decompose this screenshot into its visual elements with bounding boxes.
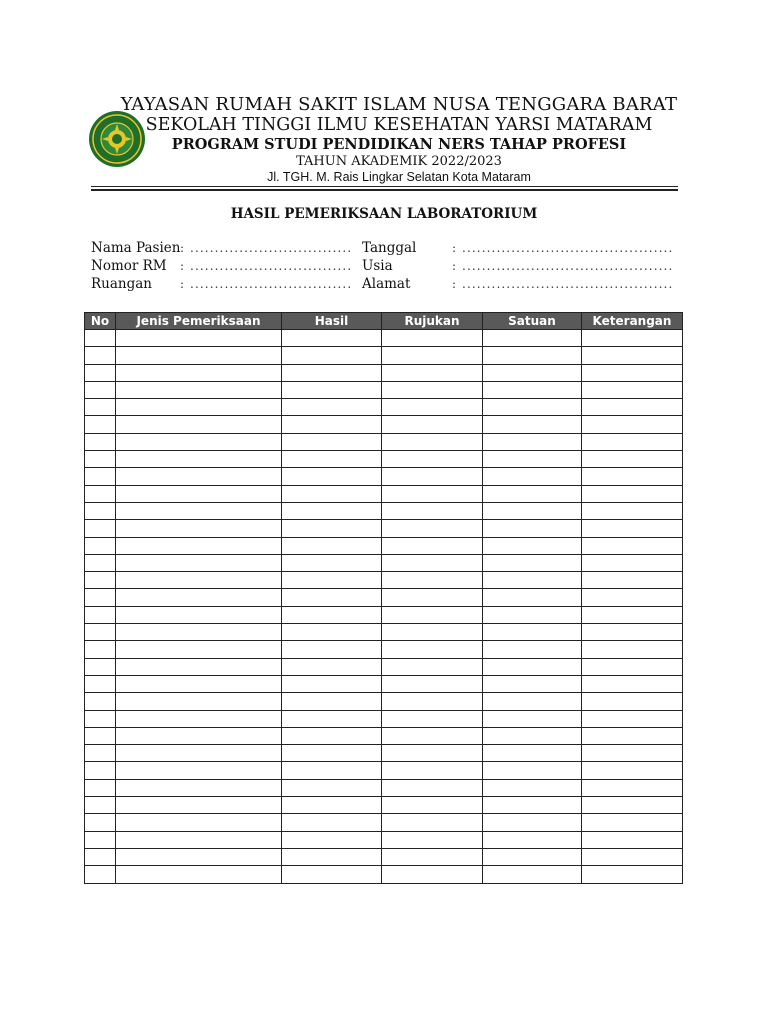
table-cell-rujukan[interactable] [382, 330, 483, 347]
table-cell-keterangan[interactable] [582, 520, 683, 537]
table-cell-keterangan[interactable] [582, 347, 683, 364]
table-cell-jenis-pemeriksaan[interactable] [116, 675, 282, 692]
table-cell-jenis-pemeriksaan[interactable] [116, 779, 282, 796]
table-cell-satuan[interactable] [483, 762, 582, 779]
table-cell-keterangan[interactable] [582, 485, 683, 502]
table-cell-jenis-pemeriksaan[interactable] [116, 468, 282, 485]
table-cell-rujukan[interactable] [382, 381, 483, 398]
table-row [85, 433, 683, 450]
table-cell-hasil[interactable] [282, 381, 382, 398]
table-cell-rujukan[interactable] [382, 606, 483, 623]
table-row [85, 485, 683, 502]
table-cell-satuan[interactable] [483, 330, 582, 347]
table-cell-rujukan[interactable] [382, 485, 483, 502]
table-row [85, 416, 683, 433]
field-value-tanggal[interactable]: : ........................................... [452, 241, 674, 255]
table-row [85, 624, 683, 641]
table-cell-jenis-pemeriksaan[interactable] [116, 347, 282, 364]
table-cell-satuan[interactable] [483, 710, 582, 727]
table-cell-keterangan[interactable] [582, 641, 683, 658]
table-cell-satuan[interactable] [483, 606, 582, 623]
table-cell-hasil[interactable] [282, 641, 382, 658]
table-cell-keterangan[interactable] [582, 658, 683, 675]
table-row [85, 537, 683, 554]
table-cell-rujukan[interactable] [382, 866, 483, 883]
field-label-tanggal: Tanggal [362, 240, 417, 256]
table-cell-keterangan[interactable] [582, 831, 683, 848]
table-cell-hasil[interactable] [282, 520, 382, 537]
table-cell-hasil[interactable] [282, 589, 382, 606]
table-cell-jenis-pemeriksaan[interactable] [116, 399, 282, 416]
table-row [85, 693, 683, 710]
table-cell-keterangan[interactable] [582, 399, 683, 416]
table-cell-rujukan[interactable] [382, 589, 483, 606]
lab-results-table [84, 312, 683, 884]
table-cell-rujukan[interactable] [382, 364, 483, 381]
table-cell-satuan[interactable] [483, 399, 582, 416]
table-cell-satuan[interactable] [483, 589, 582, 606]
table-row [85, 848, 683, 865]
column-header-satuan: Satuan [483, 313, 582, 330]
table-cell-no[interactable] [85, 330, 116, 347]
table-cell-satuan[interactable] [483, 814, 582, 831]
column-header-hasil: Hasil [282, 313, 382, 330]
field-label-ruangan: Ruangan [91, 276, 152, 292]
table-cell-no[interactable] [85, 658, 116, 675]
table-cell-hasil[interactable] [282, 693, 382, 710]
table-cell-rujukan[interactable] [382, 831, 483, 848]
table-cell-hasil[interactable] [282, 848, 382, 865]
table-cell-rujukan[interactable] [382, 416, 483, 433]
table-cell-no[interactable] [85, 554, 116, 571]
table-cell-hasil[interactable] [282, 727, 382, 744]
table-cell-keterangan[interactable] [582, 330, 683, 347]
field-value-ruangan[interactable]: : ................................. [180, 277, 353, 291]
table-cell-hasil[interactable] [282, 831, 382, 848]
table-cell-keterangan[interactable] [582, 624, 683, 641]
table-cell-rujukan[interactable] [382, 727, 483, 744]
table-cell-rujukan[interactable] [382, 468, 483, 485]
table-cell-jenis-pemeriksaan[interactable] [116, 589, 282, 606]
table-cell-jenis-pemeriksaan[interactable] [116, 658, 282, 675]
table-row [85, 762, 683, 779]
field-value-usia[interactable]: : ........................................... [452, 259, 674, 273]
table-row [85, 797, 683, 814]
table-cell-hasil[interactable] [282, 399, 382, 416]
field-value-alamat[interactable]: : ........................................... [452, 277, 674, 291]
table-cell-satuan[interactable] [483, 848, 582, 865]
table-row [85, 347, 683, 364]
table-cell-satuan[interactable] [483, 381, 582, 398]
table-cell-no[interactable] [85, 589, 116, 606]
table-cell-keterangan[interactable] [582, 797, 683, 814]
table-cell-jenis-pemeriksaan[interactable] [116, 866, 282, 883]
table-cell-keterangan[interactable] [582, 814, 683, 831]
table-row [85, 554, 683, 571]
table-cell-jenis-pemeriksaan[interactable] [116, 485, 282, 502]
table-row [85, 866, 683, 883]
table-row [85, 399, 683, 416]
table-cell-satuan[interactable] [483, 502, 582, 519]
table-row [85, 468, 683, 485]
table-cell-jenis-pemeriksaan[interactable] [116, 606, 282, 623]
table-cell-satuan[interactable] [483, 520, 582, 537]
table-cell-jenis-pemeriksaan[interactable] [116, 572, 282, 589]
table-cell-satuan[interactable] [483, 797, 582, 814]
table-row [85, 675, 683, 692]
table-cell-satuan[interactable] [483, 658, 582, 675]
field-label-nomor-rm: Nomor RM [91, 258, 167, 274]
table-cell-rujukan[interactable] [382, 658, 483, 675]
table-cell-jenis-pemeriksaan[interactable] [116, 710, 282, 727]
table-cell-hasil[interactable] [282, 797, 382, 814]
table-cell-rujukan[interactable] [382, 537, 483, 554]
table-cell-no[interactable] [85, 606, 116, 623]
table-cell-no[interactable] [85, 537, 116, 554]
table-cell-hasil[interactable] [282, 814, 382, 831]
table-cell-jenis-pemeriksaan[interactable] [116, 745, 282, 762]
table-row [85, 779, 683, 796]
table-row [85, 502, 683, 519]
table-cell-hasil[interactable] [282, 779, 382, 796]
table-cell-satuan[interactable] [483, 572, 582, 589]
table-cell-no[interactable] [85, 399, 116, 416]
table-row [85, 831, 683, 848]
table-cell-satuan[interactable] [483, 693, 582, 710]
table-cell-no[interactable] [85, 727, 116, 744]
table-row [85, 451, 683, 468]
table-cell-no[interactable] [85, 641, 116, 658]
table-cell-satuan[interactable] [483, 831, 582, 848]
table-row [85, 641, 683, 658]
table-cell-no[interactable] [85, 381, 116, 398]
table-cell-hasil[interactable] [282, 347, 382, 364]
table-cell-hasil[interactable] [282, 502, 382, 519]
table-cell-jenis-pemeriksaan[interactable] [116, 693, 282, 710]
table-cell-no[interactable] [85, 520, 116, 537]
table-cell-no[interactable] [85, 433, 116, 450]
table-cell-keterangan[interactable] [582, 468, 683, 485]
table-cell-jenis-pemeriksaan[interactable] [116, 554, 282, 571]
table-cell-rujukan[interactable] [382, 745, 483, 762]
field-label-nama-pasien: Nama Pasien [91, 240, 181, 256]
table-cell-rujukan[interactable] [382, 814, 483, 831]
table-cell-hasil[interactable] [282, 468, 382, 485]
table-cell-satuan[interactable] [483, 433, 582, 450]
table-cell-keterangan[interactable] [582, 779, 683, 796]
table-cell-jenis-pemeriksaan[interactable] [116, 624, 282, 641]
table-cell-keterangan[interactable] [582, 381, 683, 398]
table-row [85, 710, 683, 727]
table-cell-rujukan[interactable] [382, 554, 483, 571]
table-row [85, 572, 683, 589]
table-cell-jenis-pemeriksaan[interactable] [116, 451, 282, 468]
table-body [85, 330, 683, 884]
table-cell-jenis-pemeriksaan[interactable] [116, 381, 282, 398]
table-row [85, 381, 683, 398]
table-row [85, 520, 683, 537]
table-row [85, 814, 683, 831]
table-cell-satuan[interactable] [483, 468, 582, 485]
table-cell-jenis-pemeriksaan[interactable] [116, 520, 282, 537]
header-divider-thin [91, 186, 678, 187]
table-cell-keterangan[interactable] [582, 416, 683, 433]
table-cell-hasil[interactable] [282, 762, 382, 779]
table-cell-rujukan[interactable] [382, 451, 483, 468]
table-cell-satuan[interactable] [483, 347, 582, 364]
table-cell-keterangan[interactable] [582, 554, 683, 571]
table-cell-rujukan[interactable] [382, 641, 483, 658]
table-cell-hasil[interactable] [282, 606, 382, 623]
table-cell-jenis-pemeriksaan[interactable] [116, 797, 282, 814]
table-cell-hasil[interactable] [282, 433, 382, 450]
table-cell-no[interactable] [85, 831, 116, 848]
table-cell-rujukan[interactable] [382, 572, 483, 589]
table-cell-hasil[interactable] [282, 364, 382, 381]
table-cell-hasil[interactable] [282, 330, 382, 347]
field-value-nomor-rm[interactable]: : ................................. [180, 259, 353, 273]
table-cell-jenis-pemeriksaan[interactable] [116, 848, 282, 865]
table-cell-keterangan[interactable] [582, 451, 683, 468]
table-cell-no[interactable] [85, 468, 116, 485]
table-cell-keterangan[interactable] [582, 537, 683, 554]
table-row [85, 658, 683, 675]
table-cell-rujukan[interactable] [382, 433, 483, 450]
table-cell-no[interactable] [85, 745, 116, 762]
table-cell-keterangan[interactable] [582, 762, 683, 779]
table-header-row [85, 313, 683, 330]
table-cell-rujukan[interactable] [382, 779, 483, 796]
table-cell-jenis-pemeriksaan[interactable] [116, 762, 282, 779]
table-row [85, 589, 683, 606]
table-cell-no[interactable] [85, 485, 116, 502]
table-cell-keterangan[interactable] [582, 502, 683, 519]
table-cell-rujukan[interactable] [382, 762, 483, 779]
table-cell-satuan[interactable] [483, 745, 582, 762]
table-cell-hasil[interactable] [282, 710, 382, 727]
table-cell-jenis-pemeriksaan[interactable] [116, 831, 282, 848]
table-cell-satuan[interactable] [483, 727, 582, 744]
table-cell-jenis-pemeriksaan[interactable] [116, 502, 282, 519]
table-cell-jenis-pemeriksaan[interactable] [116, 416, 282, 433]
table-cell-hasil[interactable] [282, 866, 382, 883]
header-program-name: PROGRAM STUDI PENDIDIKAN NERS TAHAP PROFESI [171, 136, 627, 153]
table-cell-jenis-pemeriksaan[interactable] [116, 433, 282, 450]
column-header-jenis-pemeriksaan: Jenis Pemeriksaan [116, 313, 282, 330]
field-value-nama-pasien[interactable]: : ................................. [180, 241, 353, 255]
table-cell-no[interactable] [85, 866, 116, 883]
header-foundation-name: YAYASAN RUMAH SAKIT ISLAM NUSA TENGGARA BARAT [120, 94, 678, 115]
table-cell-keterangan[interactable] [582, 866, 683, 883]
table-cell-no[interactable] [85, 797, 116, 814]
table-cell-satuan[interactable] [483, 779, 582, 796]
table-cell-no[interactable] [85, 779, 116, 796]
table-cell-hasil[interactable] [282, 624, 382, 641]
table-cell-keterangan[interactable] [582, 848, 683, 865]
table-cell-no[interactable] [85, 347, 116, 364]
table-cell-keterangan[interactable] [582, 745, 683, 762]
table-cell-satuan[interactable] [483, 416, 582, 433]
table-cell-satuan[interactable] [483, 641, 582, 658]
table-cell-satuan[interactable] [483, 485, 582, 502]
table-cell-keterangan[interactable] [582, 572, 683, 589]
table-cell-hasil[interactable] [282, 554, 382, 571]
table-cell-rujukan[interactable] [382, 520, 483, 537]
table-cell-jenis-pemeriksaan[interactable] [116, 641, 282, 658]
table-cell-satuan[interactable] [483, 537, 582, 554]
table-cell-jenis-pemeriksaan[interactable] [116, 330, 282, 347]
table-cell-no[interactable] [85, 710, 116, 727]
table-cell-no[interactable] [85, 502, 116, 519]
table-row [85, 330, 683, 347]
table-cell-no[interactable] [85, 848, 116, 865]
table-cell-no[interactable] [85, 451, 116, 468]
table-cell-no[interactable] [85, 762, 116, 779]
table-cell-satuan[interactable] [483, 675, 582, 692]
column-header-keterangan: Keterangan [582, 313, 683, 330]
table-cell-no[interactable] [85, 624, 116, 641]
table-cell-keterangan[interactable] [582, 433, 683, 450]
table-cell-rujukan[interactable] [382, 399, 483, 416]
table-cell-no[interactable] [85, 364, 116, 381]
table-cell-satuan[interactable] [483, 364, 582, 381]
table-cell-rujukan[interactable] [382, 797, 483, 814]
table-cell-jenis-pemeriksaan[interactable] [116, 814, 282, 831]
table-cell-keterangan[interactable] [582, 589, 683, 606]
table-cell-hasil[interactable] [282, 572, 382, 589]
table-cell-hasil[interactable] [282, 451, 382, 468]
table-row [85, 727, 683, 744]
table-cell-satuan[interactable] [483, 451, 582, 468]
table-cell-hasil[interactable] [282, 675, 382, 692]
table-cell-satuan[interactable] [483, 866, 582, 883]
header-academic-year: TAHUN AKADEMIK 2022/2023 [296, 154, 502, 169]
column-header-no: No [85, 313, 116, 330]
table-cell-no[interactable] [85, 416, 116, 433]
table-cell-keterangan[interactable] [582, 606, 683, 623]
table-cell-satuan[interactable] [483, 554, 582, 571]
table-cell-no[interactable] [85, 572, 116, 589]
table-cell-rujukan[interactable] [382, 624, 483, 641]
header-school-name: SEKOLAH TINGGI ILMU KESEHATAN YARSI MATARAM [145, 115, 653, 135]
field-label-alamat: Alamat [362, 276, 411, 292]
table-cell-hasil[interactable] [282, 745, 382, 762]
table-row [85, 606, 683, 623]
table-cell-hasil[interactable] [282, 485, 382, 502]
table-cell-jenis-pemeriksaan[interactable] [116, 727, 282, 744]
table-cell-satuan[interactable] [483, 624, 582, 641]
table-cell-rujukan[interactable] [382, 848, 483, 865]
document-title: HASIL PEMERIKSAAN LABORATORIUM [230, 206, 538, 222]
field-label-usia: Usia [362, 258, 393, 274]
header-divider-thick [91, 189, 678, 191]
table-cell-rujukan[interactable] [382, 502, 483, 519]
table-cell-no[interactable] [85, 675, 116, 692]
table-row [85, 745, 683, 762]
table-cell-keterangan[interactable] [582, 675, 683, 692]
header-address: Jl. TGH. M. Rais Lingkar Selatan Kota Mataram [267, 170, 531, 184]
table-cell-keterangan[interactable] [582, 727, 683, 744]
column-header-rujukan: Rujukan [382, 313, 483, 330]
table-cell-jenis-pemeriksaan[interactable] [116, 364, 282, 381]
table-cell-rujukan[interactable] [382, 710, 483, 727]
table-cell-no[interactable] [85, 693, 116, 710]
table-cell-keterangan[interactable] [582, 710, 683, 727]
table-cell-keterangan[interactable] [582, 693, 683, 710]
table-cell-no[interactable] [85, 814, 116, 831]
table-cell-hasil[interactable] [282, 658, 382, 675]
table-cell-rujukan[interactable] [382, 347, 483, 364]
table-cell-keterangan[interactable] [582, 364, 683, 381]
table-cell-rujukan[interactable] [382, 675, 483, 692]
table-cell-hasil[interactable] [282, 537, 382, 554]
table-cell-jenis-pemeriksaan[interactable] [116, 537, 282, 554]
table-row [85, 364, 683, 381]
table-cell-rujukan[interactable] [382, 693, 483, 710]
table-cell-hasil[interactable] [282, 416, 382, 433]
